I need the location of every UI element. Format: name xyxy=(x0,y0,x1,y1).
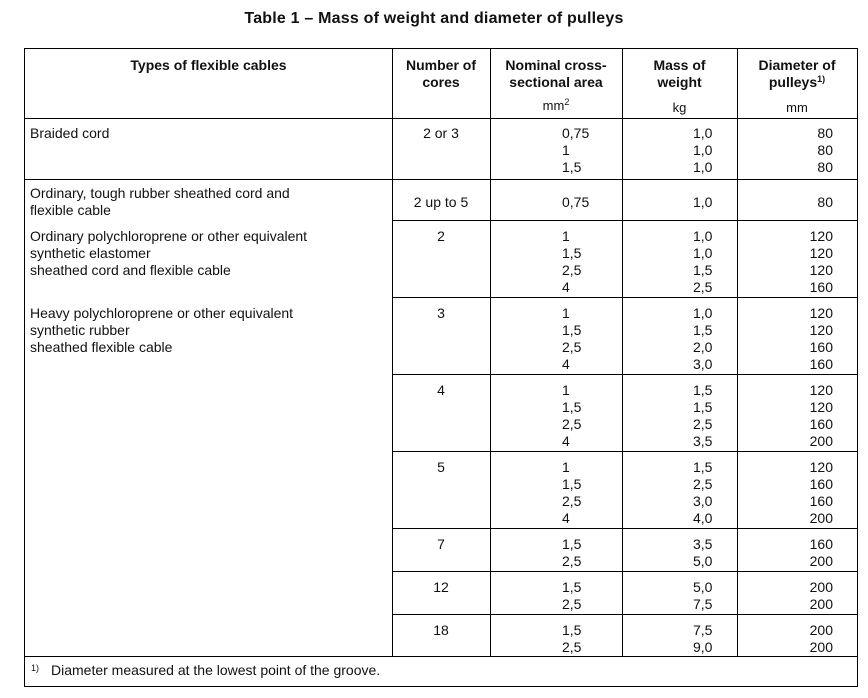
area-value: 2,5 xyxy=(562,553,582,569)
area-value: 1,5 xyxy=(562,579,582,595)
header-area-line: sectional area xyxy=(509,74,603,90)
footnote-text: Diameter measured at the lowest point of the groove. xyxy=(51,662,381,678)
masse-value: 3,0 xyxy=(693,356,713,372)
diameter-value: 200 xyxy=(809,639,833,655)
desc-heavy-poly xyxy=(25,305,392,356)
desc-line: flexible cable xyxy=(30,202,111,218)
footnote-line xyxy=(25,656,857,657)
area-value: 1 xyxy=(562,459,570,475)
table-cell-core xyxy=(392,194,490,211)
masse-value: 4,0 xyxy=(693,510,713,526)
desc-ordinary-tough xyxy=(25,185,392,219)
table-cell-area xyxy=(490,228,622,296)
table-cell-diameter xyxy=(737,125,857,176)
table-cell-diameter xyxy=(737,622,857,656)
desc-line: sheathed flexible cable xyxy=(30,339,173,355)
diameter-value: 120 xyxy=(809,399,833,415)
diameter-value: 120 xyxy=(809,382,833,398)
diameter-value: 120 xyxy=(809,228,833,244)
desc-line: sheathed cord and flexible cable xyxy=(30,262,231,278)
header-diameter xyxy=(737,57,857,91)
cores-value: 2 xyxy=(437,228,445,244)
masse-value: 1,5 xyxy=(693,322,713,338)
cores-value: 7 xyxy=(437,536,445,552)
table-cell-area xyxy=(490,536,622,570)
cores-value: 2 up to 5 xyxy=(413,194,469,210)
diameter-value: 160 xyxy=(809,339,833,355)
masse-value: 1,5 xyxy=(693,262,713,278)
table-cell-core xyxy=(392,622,490,639)
table-cell-area xyxy=(490,579,622,613)
table-cell-masse xyxy=(622,228,737,296)
diameter-value: 160 xyxy=(809,476,833,492)
area-value: 4 xyxy=(562,510,570,526)
table-cell-core xyxy=(392,459,490,476)
table-cell-diameter xyxy=(737,382,857,450)
desc-line: Heavy polychloroprene or other equivalent xyxy=(30,305,294,321)
cores-value: 18 xyxy=(433,622,449,638)
area-value: 1,5 xyxy=(562,476,582,492)
header-mass-line: weight xyxy=(657,74,702,90)
masse-value: 1,5 xyxy=(693,382,713,398)
area-value: 4 xyxy=(562,279,570,295)
header-area xyxy=(490,57,622,91)
cores-value: 2 or 3 xyxy=(423,125,459,141)
table-cell-diameter xyxy=(737,536,857,570)
header-mass-line: Mass of xyxy=(653,57,706,73)
table-cell-core xyxy=(392,536,490,553)
masse-value: 1,5 xyxy=(693,459,713,475)
table-cell-area xyxy=(490,305,622,373)
desc-line: Ordinary polychloroprene or other equivalent xyxy=(30,228,308,244)
header-cores xyxy=(392,57,490,91)
area-value: 4 xyxy=(562,356,570,372)
area-value: 4 xyxy=(562,433,570,449)
footnote-ref: 1) xyxy=(817,74,826,84)
table-cell-masse xyxy=(622,382,737,450)
diameter-value: 160 xyxy=(809,536,833,552)
header-bottom-line xyxy=(25,118,857,119)
diameter-value: 80 xyxy=(817,142,833,158)
header-mass xyxy=(622,57,737,91)
header-type: Types of flexible cables xyxy=(130,57,287,73)
masse-value: 3,0 xyxy=(693,493,713,509)
row-line xyxy=(392,220,857,221)
diameter-value: 160 xyxy=(809,356,833,372)
desc-line: Ordinary, tough rubber sheathed cord and xyxy=(30,185,290,201)
diameter-value: 200 xyxy=(809,579,833,595)
area-value: 2,5 xyxy=(562,639,582,655)
masse-value: 1,0 xyxy=(693,305,713,321)
table-cell-masse xyxy=(622,194,737,211)
diameter-value: 160 xyxy=(809,279,833,295)
masse-value: 9,0 xyxy=(693,639,713,655)
table-cell-diameter xyxy=(737,194,857,211)
area-value: 1,5 xyxy=(562,159,582,175)
cores-value: 3 xyxy=(437,305,445,321)
row-line xyxy=(392,451,857,452)
diameter-value: 120 xyxy=(809,262,833,278)
diameter-value: 200 xyxy=(809,510,833,526)
area-value: 2,5 xyxy=(562,493,582,509)
table-cell-diameter xyxy=(737,459,857,527)
diameter-value: 80 xyxy=(817,194,833,210)
table-cell-masse xyxy=(622,622,737,656)
table-cell-area xyxy=(490,382,622,450)
cores-value: 12 xyxy=(433,579,449,595)
area-value: 2,5 xyxy=(562,339,582,355)
area-value: 0,75 xyxy=(562,125,590,141)
desc-ordinary-poly xyxy=(25,228,392,279)
desc-line: synthetic rubber xyxy=(30,322,130,338)
header-mass-unit: kg xyxy=(672,100,687,115)
masse-value: 1,0 xyxy=(693,125,713,141)
diameter-value: 200 xyxy=(809,596,833,612)
masse-value: 1,5 xyxy=(693,399,713,415)
area-value: 2,5 xyxy=(562,262,582,278)
table-cell-core xyxy=(392,579,490,596)
table-title: Table 1 – Mass of weight and diameter of pulleys xyxy=(244,10,624,27)
table-cell-diameter xyxy=(737,228,857,296)
header-diameter-unit: mm xyxy=(786,100,808,115)
header-cores-line: Number of xyxy=(406,57,476,73)
diameter-value: 160 xyxy=(809,416,833,432)
masse-value: 1,0 xyxy=(693,245,713,261)
diameter-value: 120 xyxy=(809,322,833,338)
diameter-value: 80 xyxy=(817,159,833,175)
diameter-value: 200 xyxy=(809,553,833,569)
diameter-value: 200 xyxy=(809,622,833,638)
header-diameter-line: Diameter of xyxy=(758,57,836,73)
row-line xyxy=(392,528,857,529)
table-cell-diameter xyxy=(737,305,857,373)
footnote-marker: 1) xyxy=(31,663,40,673)
masse-value: 1,0 xyxy=(693,194,713,210)
masse-value: 3,5 xyxy=(693,536,713,552)
cores-value: 4 xyxy=(437,382,445,398)
masse-value: 2,5 xyxy=(693,476,713,492)
header-area-line: Nominal cross- xyxy=(505,57,607,73)
area-value: 1 xyxy=(562,142,570,158)
table-cell-core xyxy=(392,382,490,399)
table-cell-area xyxy=(490,125,622,176)
diameter-value: 120 xyxy=(809,459,833,475)
desc-line: synthetic elastomer xyxy=(30,245,151,261)
diameter-value: 200 xyxy=(809,433,833,449)
table-cell-masse xyxy=(622,305,737,373)
table-cell-masse xyxy=(622,536,737,570)
area-value: 1,5 xyxy=(562,622,582,638)
diameter-value: 80 xyxy=(817,125,833,141)
table-cell-diameter xyxy=(737,579,857,613)
masse-value: 7,5 xyxy=(693,596,713,612)
masse-value: 3,5 xyxy=(693,433,713,449)
table-cell-core xyxy=(392,125,490,142)
area-value: 1,5 xyxy=(562,399,582,415)
diameter-value: 120 xyxy=(809,305,833,321)
header-diameter-line: pulleys xyxy=(768,74,818,90)
footnote xyxy=(25,662,857,679)
cores-value: 5 xyxy=(437,459,445,475)
masse-value: 7,5 xyxy=(693,622,713,638)
area-value: 1 xyxy=(562,228,570,244)
area-value: 1,5 xyxy=(562,536,582,552)
table-cell-area xyxy=(490,622,622,656)
masse-value: 5,0 xyxy=(693,579,713,595)
area-value: 1,5 xyxy=(562,322,582,338)
pulley-table xyxy=(24,48,858,687)
area-value: 1 xyxy=(562,305,570,321)
masse-value: 2,5 xyxy=(693,279,713,295)
masse-value: 1,0 xyxy=(693,159,713,175)
table-cell-masse xyxy=(622,125,737,176)
table-cell-area xyxy=(490,194,622,211)
masse-value: 5,0 xyxy=(693,553,713,569)
masse-value: 2,5 xyxy=(693,416,713,432)
header-cores-line: cores xyxy=(422,74,460,90)
header-area-unit xyxy=(490,97,622,114)
diameter-value: 120 xyxy=(809,245,833,261)
table-cell-core xyxy=(392,305,490,322)
table-cell-core xyxy=(392,228,490,245)
table-cell-masse xyxy=(622,459,737,527)
masse-value: 1,0 xyxy=(693,142,713,158)
row-line xyxy=(392,297,857,298)
area-value: 2,5 xyxy=(562,416,582,432)
desc-braided: Braided cord xyxy=(30,125,110,141)
area-value: 1 xyxy=(562,382,570,398)
area-value: 0,75 xyxy=(562,194,590,210)
masse-value: 1,0 xyxy=(693,228,713,244)
masse-value: 2,0 xyxy=(693,339,713,355)
area-value: 1,5 xyxy=(562,245,582,261)
row-line xyxy=(392,571,857,572)
table-cell-area xyxy=(490,459,622,527)
row-line xyxy=(25,179,857,180)
area-unit-exponent: 2 xyxy=(564,97,570,107)
area-unit: mm xyxy=(542,98,565,113)
area-value: 2,5 xyxy=(562,596,582,612)
row-line xyxy=(392,614,857,615)
table-cell-masse xyxy=(622,579,737,613)
row-line xyxy=(392,374,857,375)
diameter-value: 160 xyxy=(809,493,833,509)
